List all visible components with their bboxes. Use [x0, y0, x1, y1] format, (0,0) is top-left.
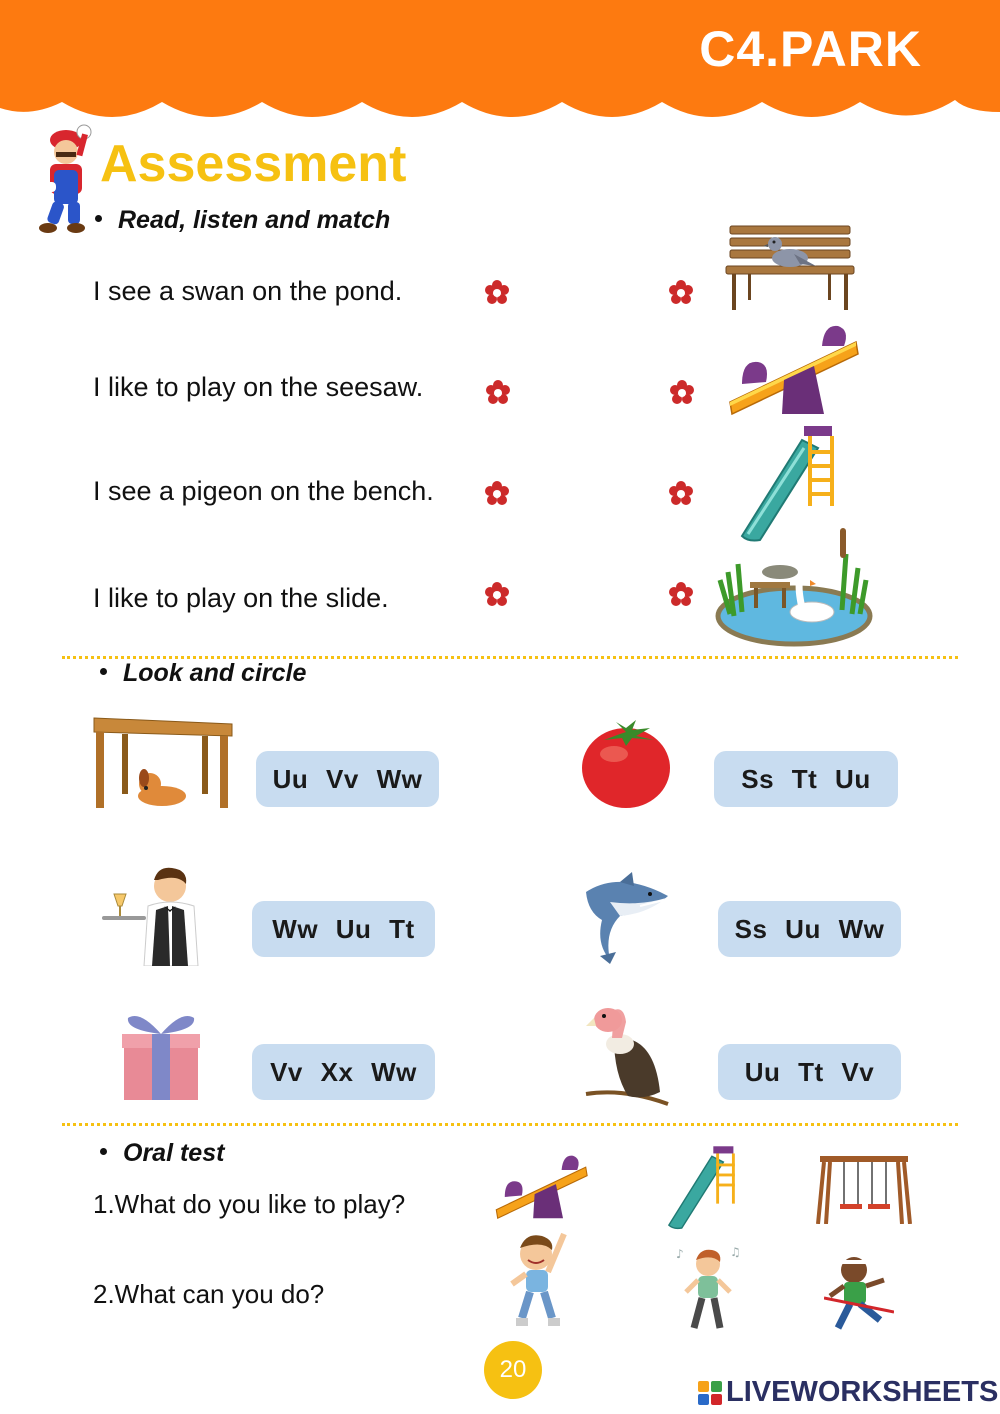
section-heading-text: Oral test: [123, 1139, 225, 1167]
section-heading-oral: [100, 1139, 224, 1168]
bullet: [95, 215, 102, 222]
header-title: C4.PARK: [699, 21, 922, 77]
match-dot-left[interactable]: [484, 379, 512, 407]
mario-mascot-icon: [36, 122, 94, 240]
match-dot-right[interactable]: [668, 379, 696, 407]
seesaw-icon: [724, 322, 862, 418]
shark-icon: [580, 872, 676, 964]
section-heading-text: Read, listen and match: [118, 206, 391, 234]
tomato-icon: [580, 718, 676, 810]
bullet: [100, 668, 107, 675]
match-dot-left[interactable]: [483, 581, 511, 609]
singing-boy-icon: [672, 1244, 744, 1334]
match-sentence: I see a swan on the pond.: [93, 276, 403, 306]
svg-text:♪: ♪: [676, 1247, 684, 1261]
section-heading-circle: [100, 659, 306, 688]
slide-icon: [666, 1140, 742, 1230]
letter-options[interactable]: Uu Vv Ww: [256, 751, 439, 807]
waiter-icon: [98, 866, 202, 966]
match-sentence: I like to play on the slide.: [93, 583, 389, 613]
jumping-boy-icon: [506, 1226, 570, 1332]
vulture-icon: [584, 1004, 670, 1112]
section-heading-text: Look and circle: [123, 659, 307, 687]
section-heading-match: [95, 206, 390, 235]
match-dot-left[interactable]: [483, 279, 511, 307]
section-divider: [62, 1123, 958, 1126]
swing-icon: [816, 1152, 912, 1224]
letter-options[interactable]: Ss Tt Uu: [714, 751, 898, 807]
oral-question: 2.What can you do?: [93, 1279, 325, 1309]
match-sentence: I see a pigeon on the bench.: [93, 476, 434, 506]
running-boy-icon: [824, 1252, 894, 1332]
liveworksheets-logo: [698, 1376, 998, 1409]
page-number: 20: [484, 1341, 542, 1399]
seesaw-icon: [492, 1150, 590, 1224]
match-dot-right[interactable]: [667, 279, 695, 307]
logo-text: LIVEWORKSHEETS: [726, 1376, 999, 1408]
gift-box-icon: [120, 1008, 202, 1102]
match-dot-left[interactable]: [483, 480, 511, 508]
bench-pigeon-icon: [724, 222, 856, 314]
letter-options[interactable]: Uu Tt Vv: [718, 1044, 901, 1100]
match-dot-right[interactable]: [667, 581, 695, 609]
oral-question: 1.What do you like to play?: [93, 1189, 406, 1219]
letter-options[interactable]: Vv Xx Ww: [252, 1044, 435, 1100]
dog-under-table-icon: [92, 716, 234, 810]
swan-pond-icon: [714, 524, 874, 648]
match-dot-right[interactable]: [667, 480, 695, 508]
page-title: Assessment: [100, 135, 407, 193]
bullet: [100, 1148, 107, 1155]
logo-grid-icon: [698, 1381, 722, 1405]
svg-text:♫: ♫: [730, 1245, 741, 1259]
letter-options[interactable]: Ww Uu Tt: [252, 901, 435, 957]
match-sentence: I like to play on the seesaw.: [93, 372, 424, 402]
letter-options[interactable]: Ss Uu Ww: [718, 901, 901, 957]
